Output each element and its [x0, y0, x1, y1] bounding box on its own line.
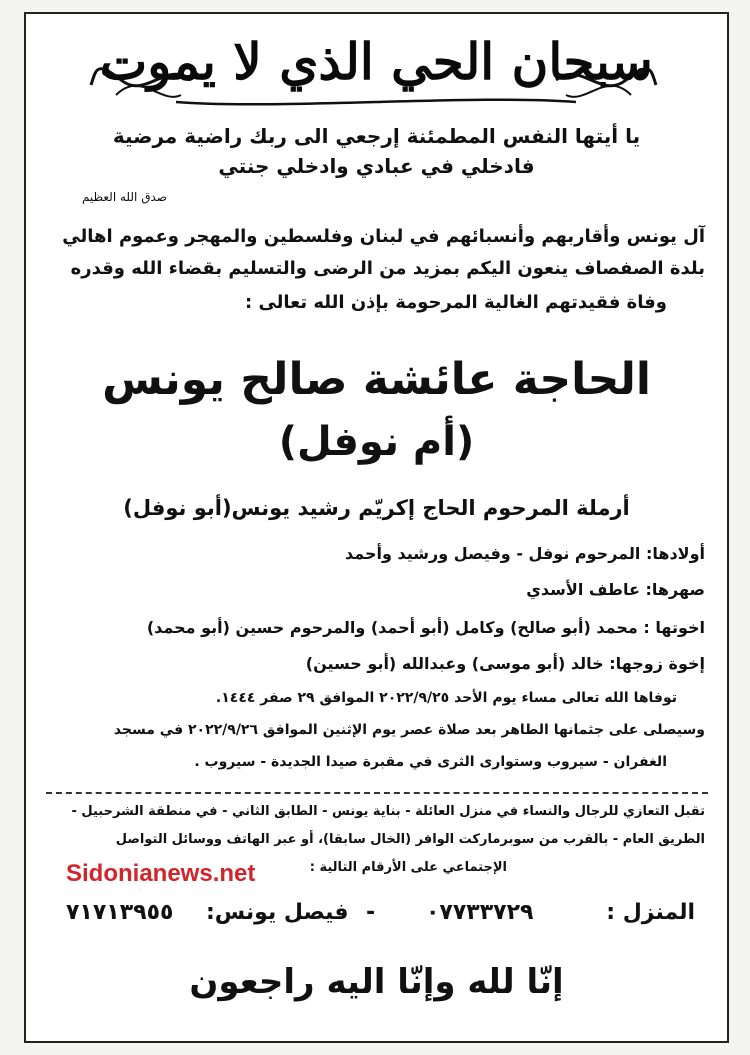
- divider: [46, 792, 708, 794]
- condolences-line-1: تقبل التعازي للرجال والنساء في منزل العائلة - بناية يونس - الطابق الثاني - في منطقة الشرحبيل -: [71, 804, 705, 819]
- children-label: أولادها:: [645, 544, 705, 563]
- condolences-line-3: الإجتماعي على الأرقام التالية :: [309, 860, 507, 875]
- widow-of-line: أرملة المرحوم الحاج إكريّم رشيد يونس(أبو نوفل): [123, 496, 630, 520]
- announcement-line-1: آل يونس وأقاربهم وأنسبائهم في لبنان وفلسطين والمهجر وعموم اهالي: [62, 226, 705, 247]
- banner: [26, 26, 727, 114]
- death-date-line: توفاها الله تعالى مساء يوم الأحد ٢٠٢٢/٩/٢٥ الموافق ٢٩ صفر ١٤٤٤.: [215, 690, 677, 706]
- son-in-law-value: عاطف الأسدي: [526, 580, 640, 599]
- faisal-phone-label: فيصل يونس:: [206, 900, 349, 925]
- brothers-label: اخوتها :: [643, 618, 705, 637]
- home-phone-number: ٠٧٧٣٣٧٢٩: [426, 900, 534, 925]
- obituary-card: [24, 12, 729, 1043]
- phone-separator: -: [366, 900, 376, 925]
- home-phone-label: المنزل :: [606, 900, 695, 925]
- son-in-law-row: [65, 580, 705, 599]
- verse-line-1: يا أيتها النفس المطمئنة إرجعي الى ربك راضية مرضية: [112, 124, 641, 148]
- deceased-nickname: (أم نوفل): [278, 419, 475, 465]
- announcement-line-3: وفاة فقيدتهم الغالية المرحومة بإذن الله تعالى :: [244, 292, 667, 313]
- husband-brothers-row: [65, 654, 705, 673]
- husband-brothers-label: إخوة زوجها:: [609, 654, 705, 673]
- son-in-law-label: صهرها:: [645, 580, 705, 599]
- brothers-value: محمد (أبو صالح) وكامل (أبو أحمد) والمرحوم حسين (أبو محمد): [146, 618, 638, 637]
- children-row: [65, 544, 705, 563]
- watermark: Sidonianews.net: [66, 860, 256, 887]
- verse-line-2: فادخلي في عبادي وادخلي جنتي: [218, 154, 535, 178]
- prayer-line-1: وسيصلى على جثمانها الطاهر بعد صلاة عصر يوم الإثنين الموافق ٢٠٢٢/٩/٢٦ في مسجد: [113, 722, 705, 738]
- prayer-line-2: الغفران - سيروب وستوارى الثرى في مقبرة صيدا الجديدة - سيروب .: [194, 754, 667, 770]
- condolences-line-2: الطريق العام - بالقرب من سوبرماركت الوافر (الخال سابقا)، أو عبر الهاتف ووسائل التواصل: [115, 832, 705, 847]
- husband-brothers-value: خالد (أبو موسى) وعبدالله (أبو حسين): [305, 654, 604, 673]
- underline-flourish-icon: [176, 94, 576, 110]
- sadaqa-text: صدق الله العظيم: [81, 190, 167, 204]
- faisal-phone-number: ٧١٧١٣٩٥٥: [66, 900, 174, 925]
- children-value: المرحوم نوفل - وفيصل ورشيد وأحمد: [345, 544, 641, 563]
- brothers-row: [65, 618, 705, 637]
- closing-verse: إنّا لله وإنّا اليه راجعون: [189, 962, 564, 1002]
- banner-text: سبحان الحي الذي لا يموت: [100, 32, 653, 91]
- announcement-line-2: بلدة الصفصاف ينعون اليكم بمزيد من الرضى والتسليم بقضاء الله وقدره: [70, 258, 705, 279]
- deceased-name: الحاجة عائشة صالح يونس: [102, 354, 651, 405]
